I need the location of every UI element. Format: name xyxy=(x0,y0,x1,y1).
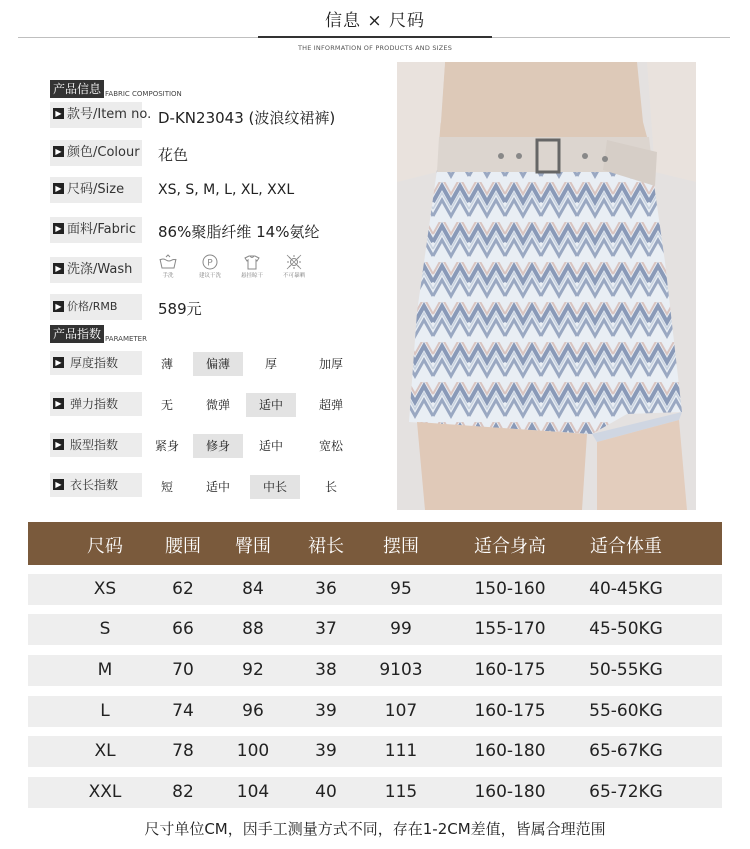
thickness-index-label: ▶ 厚度指数 xyxy=(50,351,142,375)
table-cell: 62 xyxy=(172,579,194,599)
price-label: ▶ 价格/RMB xyxy=(50,294,142,320)
table-cell: L xyxy=(100,701,110,721)
arrow-icon: ▶ xyxy=(53,146,64,157)
arrow-icon: ▶ xyxy=(53,398,64,409)
table-cell: 150-160 xyxy=(474,579,546,599)
thickness-option: 加厚 xyxy=(318,357,343,371)
fit-option: 紧身 xyxy=(154,439,179,453)
table-cell: 74 xyxy=(172,701,194,721)
table-cell: S xyxy=(99,619,111,639)
table-cell: 65-67KG xyxy=(589,741,663,761)
thickness-option: 薄 xyxy=(160,357,173,371)
table-cell: 38 xyxy=(315,660,337,680)
fabric-section-en: FABRIC COMPOSITION xyxy=(105,90,182,98)
table-cell: 95 xyxy=(390,579,412,599)
table-cell: 160-175 xyxy=(474,660,546,680)
table-cell: 55-60KG xyxy=(589,701,663,721)
table-cell: 84 xyxy=(242,579,264,599)
param-section-heading xyxy=(50,325,147,343)
table-cell: 160-180 xyxy=(474,741,546,761)
fit-option: 宽松 xyxy=(318,439,343,453)
arrow-icon: ▶ xyxy=(53,479,64,490)
wash-icons xyxy=(150,254,312,279)
elasticity-option: 无 xyxy=(160,398,173,412)
measurement-footnote: 尺寸单位CM，因手工测量方式不同，存在1-2CM差值，皆属合理范围 xyxy=(144,820,606,838)
length-option: 适中 xyxy=(205,480,230,494)
table-cell: 111 xyxy=(384,741,418,761)
table-cell: 107 xyxy=(384,701,418,721)
page-subtitle: THE INFORMATION OF PRODUCTS AND SIZES xyxy=(297,44,453,52)
table-cell: 115 xyxy=(384,782,418,802)
svg-text:P: P xyxy=(207,258,213,269)
size-label: ▶ 尺码/Size xyxy=(50,177,142,203)
table-cell: 99 xyxy=(390,619,412,639)
arrow-icon: ▶ xyxy=(53,301,64,312)
colour-value: 花色 xyxy=(158,146,189,164)
table-cell: 50-55KG xyxy=(589,660,663,680)
colour-label: ▶ 颜色/Colour xyxy=(50,140,142,166)
table-cell: 82 xyxy=(172,782,194,802)
table-cell: 96 xyxy=(242,701,264,721)
price-value: 589元 xyxy=(158,300,202,318)
thickness-option-selected: 偏薄 xyxy=(193,352,243,376)
arrow-icon: ▶ xyxy=(53,439,64,450)
table-cell: 155-170 xyxy=(474,619,546,639)
size-table-header-cell: 摆围 xyxy=(383,536,419,557)
table-cell: 160-180 xyxy=(474,782,546,802)
size-table-header-cell: 裙长 xyxy=(308,536,344,557)
table-cell: 66 xyxy=(172,619,194,639)
table-cell: 40-45KG xyxy=(589,579,663,599)
page-title: 信息 × 尺码 xyxy=(324,11,426,31)
fit-option-selected: 修身 xyxy=(193,434,243,458)
hand-wash-icon: 手洗 xyxy=(150,254,186,279)
size-table-header-cell: 臀围 xyxy=(235,536,271,557)
elasticity-option-selected: 适中 xyxy=(246,393,296,417)
table-cell: 92 xyxy=(242,660,264,680)
thickness-option: 厚 xyxy=(264,357,277,371)
size-value: XS, S, M, L, XL, XXL xyxy=(158,182,295,198)
arrow-icon: ▶ xyxy=(53,183,64,194)
size-table-header-cell: 腰围 xyxy=(165,536,201,557)
table-cell: 70 xyxy=(172,660,194,680)
table-cell: 37 xyxy=(315,619,337,639)
table-cell: 160-175 xyxy=(474,701,546,721)
table-cell: 39 xyxy=(315,741,337,761)
length-option: 短 xyxy=(160,480,173,494)
wash-label: ▶ 洗涤/Wash xyxy=(50,257,142,283)
length-index-label: ▶ 衣长指数 xyxy=(50,473,142,497)
fabric-section-tag: 产品信息 xyxy=(50,80,104,98)
table-cell: XL xyxy=(94,741,116,761)
table-cell: 78 xyxy=(172,741,194,761)
arrow-icon: ▶ xyxy=(53,357,64,368)
elasticity-option: 微弹 xyxy=(205,398,230,412)
header-divider-accent xyxy=(258,36,492,38)
table-cell: 40 xyxy=(315,782,337,802)
product-photo xyxy=(397,62,696,510)
table-cell: 9103 xyxy=(379,660,423,680)
elasticity-option: 超弹 xyxy=(318,398,343,412)
param-section-en: PARAMETER xyxy=(105,335,147,343)
fabric-section-heading xyxy=(50,80,182,98)
table-cell: M xyxy=(97,660,113,680)
fit-option: 适中 xyxy=(258,439,283,453)
size-table-header-cell: 尺码 xyxy=(87,536,123,557)
table-cell: 39 xyxy=(315,701,337,721)
table-cell: 100 xyxy=(236,741,270,761)
table-cell: 36 xyxy=(315,579,337,599)
fabric-label: ▶ 面料/Fabric xyxy=(50,217,142,243)
arrow-icon: ▶ xyxy=(53,108,64,119)
item-no-value: D-KN23043 (波浪纹裙裤) xyxy=(158,109,336,127)
size-table-header-cell: 适合身高 xyxy=(474,536,546,557)
param-section-tag: 产品指数 xyxy=(50,325,104,343)
fit-index-label: ▶ 版型指数 xyxy=(50,433,142,457)
table-cell: XS xyxy=(93,579,117,599)
arrow-icon: ▶ xyxy=(53,263,64,274)
fabric-value: 86%聚脂纤维 14%氨纶 xyxy=(158,223,320,241)
table-cell: XXL xyxy=(88,782,122,802)
size-table-header-cell: 适合体重 xyxy=(590,536,662,557)
length-option: 长 xyxy=(324,480,337,494)
length-option-selected: 中长 xyxy=(250,475,300,499)
elasticity-index-label: ▶ 弹力指数 xyxy=(50,392,142,416)
dry-clean-icon: P 建议干洗 xyxy=(192,254,228,279)
table-cell: 45-50KG xyxy=(589,619,663,639)
item-no-label: ▶ 款号/Item no. xyxy=(50,102,142,128)
table-cell: 104 xyxy=(236,782,270,802)
table-cell: 65-72KG xyxy=(589,782,663,802)
arrow-icon: ▶ xyxy=(53,223,64,234)
table-cell: 88 xyxy=(242,619,264,639)
hang-dry-icon: 悬挂晾干 xyxy=(234,254,270,279)
no-bleach-icon: 不可暴晒 xyxy=(276,254,312,279)
